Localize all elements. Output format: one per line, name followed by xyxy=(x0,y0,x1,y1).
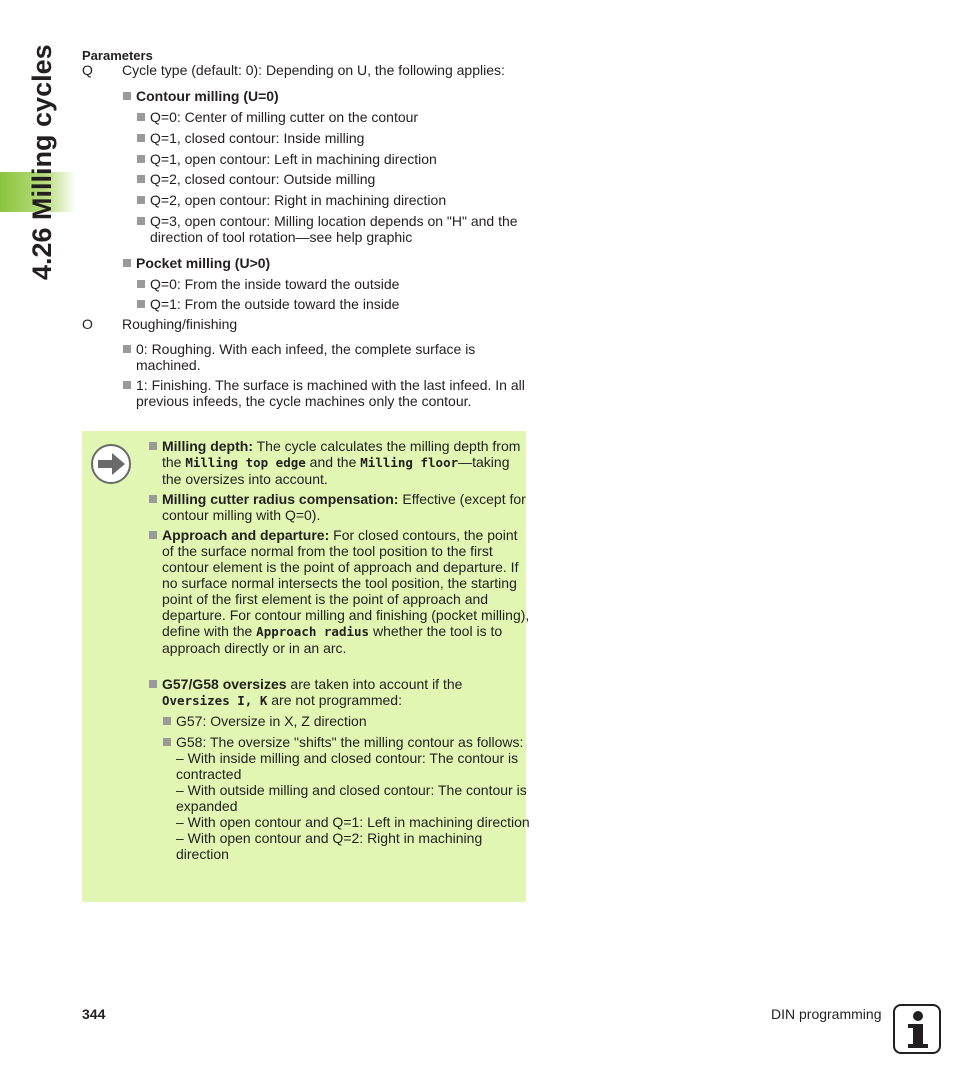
footer-label: DIN programming xyxy=(771,1006,882,1022)
bullet-square-icon xyxy=(149,680,157,688)
note-radius-compensation: Milling cutter radius compensation: Effective (except for contour milling with Q=0). xyxy=(149,491,530,523)
info-icon xyxy=(893,1004,941,1054)
bullet-square-icon xyxy=(123,345,131,353)
parameters-heading: Parameters xyxy=(82,48,153,63)
bullet-square-icon xyxy=(137,217,145,225)
bullet-square-icon xyxy=(123,92,131,100)
page-number: 344 xyxy=(82,1006,106,1022)
param-o-code: O xyxy=(82,316,93,332)
list-item: Q=2, closed contour: Outside milling xyxy=(137,171,517,187)
chapter-title: 4.26 Milling cycles xyxy=(27,44,57,280)
bullet-square-icon xyxy=(149,531,157,539)
list-item: 0: Roughing. With each infeed, the complete surface is machined. xyxy=(123,341,516,373)
list-item: 1: Finishing. The surface is machined with the last infeed. In all previous infeeds, the cycle machines only the contour. xyxy=(123,377,530,409)
bullet-square-icon xyxy=(123,381,131,389)
param-q-description: Cycle type (default: 0): Depending on U, the following applies: xyxy=(122,62,505,78)
bullet-square-icon xyxy=(137,280,145,288)
bullet-square-icon xyxy=(163,717,171,725)
param-q-code: Q xyxy=(82,62,93,78)
list-item: Q=2, open contour: Right in machining direction xyxy=(137,192,517,208)
contour-milling-heading xyxy=(123,88,523,104)
bullet-square-icon xyxy=(163,738,171,746)
note-approach-departure: Approach and departure: For closed contours, the point of the surface normal from the tool position to the first contour element is the point of approach and departure. If no surface normal intersects the tool position, the starting point of the first element is the point of approach and departure. For contour milling and finishing (pocket milling), define with the Approach radius whether the tool is to approach directly or in an arc. xyxy=(149,527,530,656)
pocket-milling-title: Pocket milling (U>0) xyxy=(136,255,271,271)
note-g57: G57: Oversize in X, Z direction xyxy=(163,713,531,729)
note-oversizes: G57/G58 oversizes are taken into account if the Oversizes I, K are not programmed: xyxy=(149,676,530,709)
note-g58: G58: The oversize "shifts" the milling contour as follows: – With inside milling and closed contour: The contour is contracted – With outside milling and closed contour: The contour is expanded – With open contour and Q=1: Left in machining direction – With open contour and Q=2: Right in machining direction xyxy=(163,734,531,862)
list-item: Q=1, open contour: Left in machining direction xyxy=(137,151,517,167)
bullet-square-icon xyxy=(149,495,157,503)
pocket-milling-heading xyxy=(123,255,523,271)
bullet-square-icon xyxy=(137,113,145,121)
bullet-square-icon xyxy=(149,442,157,450)
list-item: Q=1: From the outside toward the inside xyxy=(137,296,517,312)
bullet-square-icon xyxy=(137,196,145,204)
list-item: Q=3, open contour: Milling location depends on "H" and the direction of tool rotation—see help graphic xyxy=(137,213,522,245)
arrow-right-icon xyxy=(90,443,132,485)
contour-milling-title: Contour milling (U=0) xyxy=(136,88,279,104)
bullet-square-icon xyxy=(137,134,145,142)
bullet-square-icon xyxy=(123,259,131,267)
bullet-square-icon xyxy=(137,175,145,183)
list-item: Q=1, closed contour: Inside milling xyxy=(137,130,517,146)
bullet-square-icon xyxy=(137,300,145,308)
list-item: Q=0: Center of milling cutter on the contour xyxy=(137,109,517,125)
bullet-square-icon xyxy=(137,155,145,163)
list-item: Q=0: From the inside toward the outside xyxy=(137,276,517,292)
note-milling-depth: Milling depth: The cycle calculates the milling depth from the Milling top edge and the Milling floor—taking the oversizes into account. xyxy=(149,438,530,487)
param-o-description: Roughing/finishing xyxy=(122,316,238,332)
